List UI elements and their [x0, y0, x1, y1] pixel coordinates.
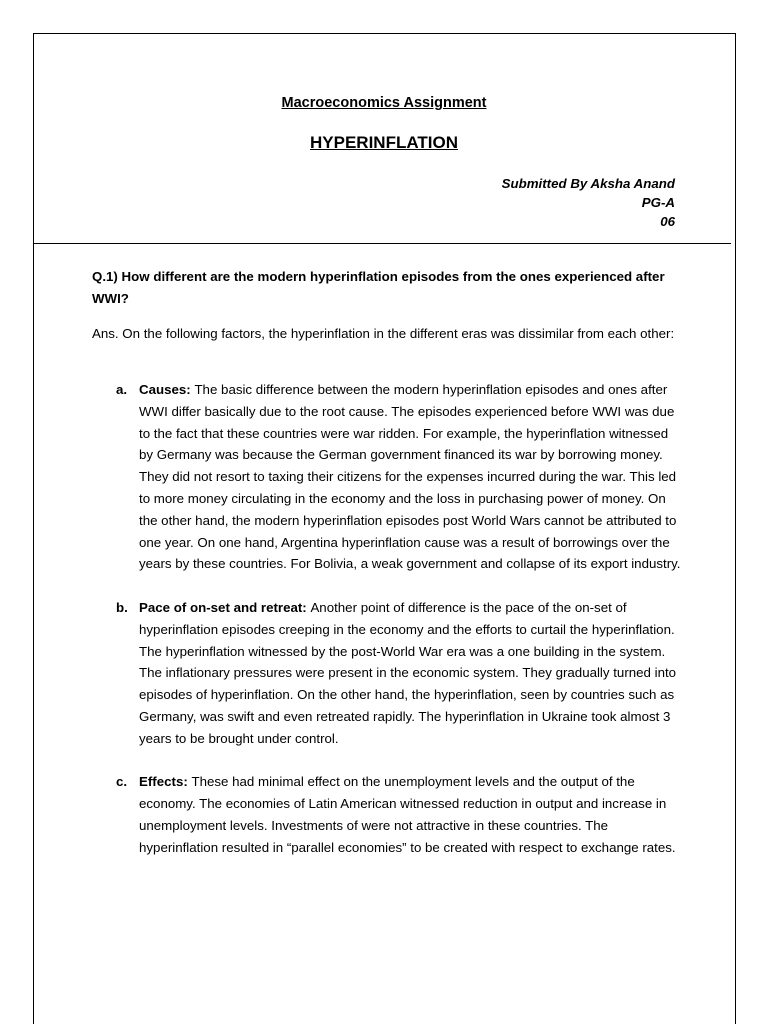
point-heading: Effects: [139, 774, 192, 790]
topic-title: HYPERINFLATION [310, 133, 458, 152]
answer-intro: Ans. On the following factors, the hyperinflation in the different eras was dissimilar from each other: [92, 326, 675, 341]
section: PG-A [641, 195, 675, 210]
assignment-title: Macroeconomics Assignment [281, 95, 487, 111]
roll-number: 06 [660, 214, 675, 229]
submitted-by: Submitted By Aksha Anand [501, 176, 675, 191]
point-text: Another point of difference is the pace of the on-set of hyperinflation episodes creeping in the economy and the efforts to curtail the hyperinflation. The hyperinflation witnessed by the post-World War era was a one building in the system. The inflationary pressures were present in the economic system. They gradually turned into episodes of hyperinflation. On the other hand, the hyperinflation, seen by countries such as Germany, was swift and even retreated rapidly. The hyperinflation in Ukraine took almost 3 years to be brought under control. [139, 599, 677, 746]
answer-point [92, 597, 682, 750]
point-text: These had minimal effect on the unemployment levels and the output of the economy. The economies of Latin American witnessed reduction in output and increase in unemployment levels. Investments of were not attractive in these countries. The hyperinflation resulted in “parallel economies” to be created with respect to exchange rates. [139, 774, 676, 855]
header-divider [33, 243, 731, 244]
point-letter: c. [116, 774, 128, 790]
submission-block [502, 174, 675, 231]
point-text: The basic difference between the modern hyperinflation episodes and ones after WWI differ basically due to the root cause. The episodes experienced before WWI was due to the fact that these countries were war ridden. For example, the hyperinflation witnessed by Germany was because the German government financed its war by borrowing money. They did not resort to taxing their citizens for the expenses incurred during the war. This led to more money circulating in the economy and the loss in purchasing power of money. On the other hand, the modern hyperinflation episodes post World Wars cannot be attributed to one year. On one hand, Argentina hyperinflation cause was a result of borrowings over the years by these countries. For Bolivia, a weak government and collapse of its export industry. [139, 382, 681, 572]
point-heading: Causes: [139, 382, 195, 397]
point-letter: b. [116, 599, 128, 615]
answer-point [92, 379, 682, 575]
answer-point [92, 771, 682, 858]
question-text: Q.1) How different are the modern hyperinflation episodes from the ones experienced after WWI? [92, 269, 665, 306]
point-letter: a. [116, 382, 128, 397]
point-heading: Pace of on-set and retreat: [139, 599, 311, 615]
answer-points [92, 379, 682, 880]
